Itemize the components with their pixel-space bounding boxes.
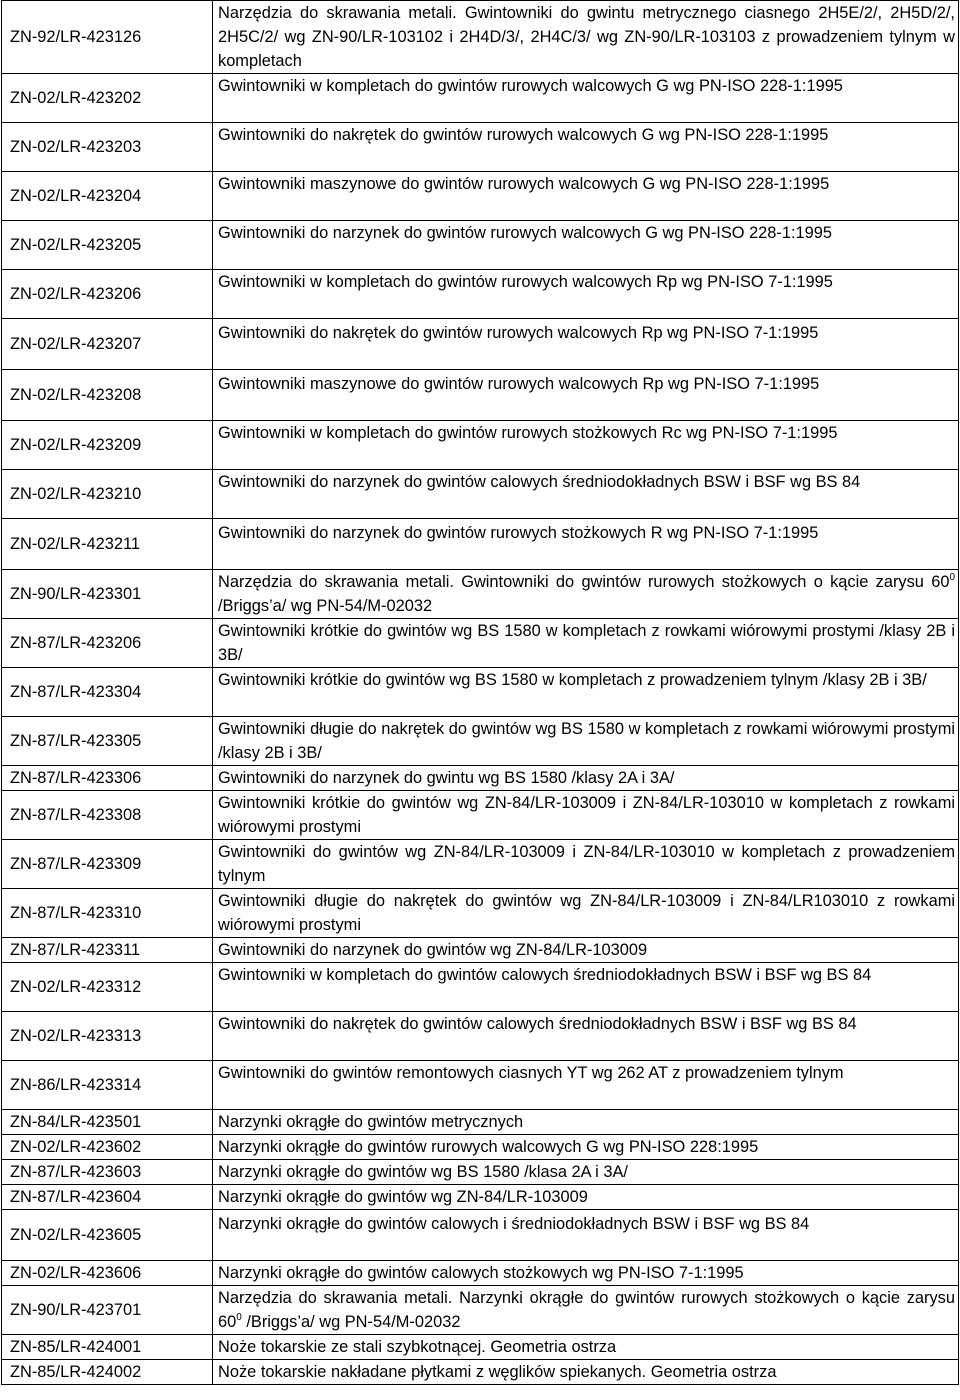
standard-description-cell [213, 172, 959, 221]
standard-code: ZN-90/LR-423701 [2, 1286, 213, 1335]
table-row [2, 791, 959, 840]
standard-code: ZN-02/LR-423606 [2, 1261, 213, 1286]
standard-description: Gwintowniki w kompletach do gwintów rurowych stożkowych Rc wg PN-ISO 7-1:1995 [218, 424, 838, 442]
table-row [2, 619, 959, 668]
standard-description: Noże tokarskie nakładane płytkami z węglików spiekanych. Geometria ostrza [218, 1363, 777, 1381]
standard-code: ZN-87/LR-423304 [2, 668, 213, 717]
standard-description-cell [213, 1110, 959, 1135]
standard-code: ZN-02/LR-423313 [2, 1012, 213, 1061]
standard-description-cell [213, 791, 959, 840]
superscript-degree: 0 [236, 1312, 242, 1323]
standard-description-cell [213, 889, 959, 938]
standard-description: Narzynki okrągłe do gwintów wg ZN-84/LR-103009 [218, 1188, 588, 1206]
standard-code: ZN-87/LR-423604 [2, 1185, 213, 1210]
table-row [2, 889, 959, 938]
standard-description-cell [213, 1135, 959, 1160]
standards-table-body [2, 1, 959, 1385]
standard-description-cell [213, 963, 959, 1012]
standard-description-cell [213, 717, 959, 766]
standard-code: ZN-87/LR-423206 [2, 619, 213, 668]
table-row [2, 421, 959, 470]
table-row [2, 74, 959, 123]
standard-description: Gwintowniki w kompletach do gwintów rurowych walcowych G wg PN-ISO 228-1:1995 [218, 77, 843, 95]
standard-description [218, 1286, 955, 1334]
standard-code: ZN-02/LR-423202 [2, 74, 213, 123]
standard-description: Narzynki okrągłe do gwintów metrycznych [218, 1113, 524, 1131]
standard-description-cell [213, 470, 959, 519]
standard-description-cell [213, 1335, 959, 1360]
standard-description: Gwintowniki do nakrętek do gwintów calowych średniodokładnych BSW i BSF wg BS 84 [218, 1015, 857, 1033]
standard-code: ZN-02/LR-423208 [2, 370, 213, 421]
standard-description: Gwintowniki krótkie do gwintów wg ZN-84/LR-103009 i ZN-84/LR-103010 w kompletach z rowkami wiórowymi prostymi [218, 794, 955, 836]
standard-description-cell [213, 938, 959, 963]
standard-code: ZN-02/LR-423205 [2, 221, 213, 270]
table-row [2, 963, 959, 1012]
standard-description-cell [213, 123, 959, 172]
standard-code: ZN-87/LR-423309 [2, 840, 213, 889]
standard-description: Gwintowniki długie do nakrętek do gwintów wg BS 1580 w kompletach z rowkami wiórowymi prostymi /klasy 2B i 3B/ [218, 720, 955, 762]
table-row [2, 1335, 959, 1360]
standard-description: Gwintowniki do gwintów remontowych ciasnych YT wg 262 AT z prowadzeniem tylnym [218, 1064, 844, 1082]
standard-description-cell [213, 1286, 959, 1335]
table-row [2, 840, 959, 889]
table-row [2, 1210, 959, 1261]
standard-code: ZN-02/LR-423211 [2, 519, 213, 570]
standard-description-cell [213, 1210, 959, 1261]
standard-code: ZN-87/LR-423308 [2, 791, 213, 840]
table-row [2, 123, 959, 172]
table-row [2, 1135, 959, 1160]
standard-description-cell [213, 668, 959, 717]
standard-description: Gwintowniki do narzynek do gwintu wg BS 1580 /klasy 2A i 3A/ [218, 769, 675, 787]
standard-code: ZN-92/LR-423126 [2, 1, 213, 74]
standard-description: Narzędzia do skrawania metali. Gwintowniki do gwintu metrycznego ciasnego 2H5E/2/, 2H5D/2/, 2H5C/2/ wg ZN-90/LR-103102 i 2H4D/3/, 2H4C/3/ wg ZN-90/LR-103103 z prowadzeniem tylnym w kompletach [218, 4, 955, 70]
standard-code: ZN-87/LR-423603 [2, 1160, 213, 1185]
standard-code: ZN-87/LR-423305 [2, 717, 213, 766]
standard-description: Gwintowniki krótkie do gwintów wg BS 1580 w kompletach z rowkami wiórowymi prostymi /klasy 2B i 3B/ [218, 622, 955, 664]
standard-description [218, 570, 955, 618]
standard-description: Gwintowniki do narzynek do gwintów rurowych stożkowych R wg PN-ISO 7-1:1995 [218, 524, 819, 542]
standard-description-cell [213, 1, 959, 74]
standard-description: Gwintowniki do nakrętek do gwintów rurowych walcowych G wg PN-ISO 228-1:1995 [218, 126, 829, 144]
superscript-degree: 0 [949, 572, 955, 583]
description-text: Narzędzia do skrawania metali. Gwintowniki do gwintów rurowych stożkowych o kącie zarysu 60 [218, 573, 950, 591]
table-row [2, 470, 959, 519]
standard-description: Narzynki okrągłe do gwintów rurowych walcowych G wg PN-ISO 228:1995 [218, 1138, 759, 1156]
standard-description: Narzynki okrągłe do gwintów calowych stożkowych wg PN-ISO 7-1:1995 [218, 1264, 744, 1282]
standard-code: ZN-02/LR-423204 [2, 172, 213, 221]
table-row [2, 1, 959, 74]
standard-code: ZN-02/LR-423210 [2, 470, 213, 519]
table-row [2, 717, 959, 766]
standard-description-cell [213, 840, 959, 889]
standard-description-cell [213, 519, 959, 570]
standard-code: ZN-86/LR-423314 [2, 1061, 213, 1110]
table-row [2, 270, 959, 319]
standard-code: ZN-87/LR-423311 [2, 938, 213, 963]
standard-description: Gwintowniki do narzynek do gwintów calowych średniodokładnych BSW i BSF wg BS 84 [218, 473, 861, 491]
standard-description-cell [213, 221, 959, 270]
standard-description-cell [213, 1012, 959, 1061]
standard-description-cell [213, 1061, 959, 1110]
description-text: Narzędzia do skrawania metali. Narzynki okrągłe do gwintów rurowych stożkowych o kącie zarysu 60 [218, 1289, 955, 1331]
table-row [2, 570, 959, 619]
table-row [2, 1261, 959, 1286]
standard-code: ZN-84/LR-423501 [2, 1110, 213, 1135]
table-row [2, 1360, 959, 1385]
standard-description: Narzynki okrągłe do gwintów calowych i średniodokładnych BSW i BSF wg BS 84 [218, 1215, 810, 1233]
table-row [2, 1185, 959, 1210]
table-row [2, 766, 959, 791]
standard-description: Gwintowniki maszynowe do gwintów rurowych walcowych Rp wg PN-ISO 7-1:1995 [218, 375, 820, 393]
standard-description-cell [213, 766, 959, 791]
table-row [2, 172, 959, 221]
table-row [2, 1012, 959, 1061]
table-row [2, 319, 959, 370]
table-row [2, 1160, 959, 1185]
table-row [2, 1110, 959, 1135]
standard-description-cell [213, 1360, 959, 1385]
standard-code: ZN-02/LR-423312 [2, 963, 213, 1012]
standard-code: ZN-02/LR-423207 [2, 319, 213, 370]
standard-description: Gwintowniki długie do nakrętek do gwintów wg ZN-84/LR-103009 i ZN-84/LR103010 z rowkami wiórowymi prostymi [218, 892, 955, 934]
standard-code: ZN-85/LR-424001 [2, 1335, 213, 1360]
standard-description: Gwintowniki maszynowe do gwintów rurowych walcowych G wg PN-ISO 228-1:1995 [218, 175, 830, 193]
table-row [2, 519, 959, 570]
standard-code: ZN-02/LR-423602 [2, 1135, 213, 1160]
standard-description: Gwintowniki do nakrętek do gwintów rurowych walcowych Rp wg PN-ISO 7-1:1995 [218, 324, 819, 342]
standard-description: Gwintowniki do narzynek do gwintów wg ZN-84/LR-103009 [218, 941, 648, 959]
standard-code: ZN-02/LR-423206 [2, 270, 213, 319]
standards-table [1, 0, 959, 1385]
standard-description: Gwintowniki do gwintów wg ZN-84/LR-103009 i ZN-84/LR-103010 w kompletach z prowadzeniem tylnym [218, 843, 955, 885]
standard-description-cell [213, 1160, 959, 1185]
standard-code: ZN-87/LR-423310 [2, 889, 213, 938]
table-row [2, 1286, 959, 1335]
standard-code: ZN-87/LR-423306 [2, 766, 213, 791]
standard-description-cell [213, 619, 959, 668]
standard-description-cell [213, 1261, 959, 1286]
standard-description-cell [213, 319, 959, 370]
standard-description: Gwintowniki w kompletach do gwintów calowych średniodokładnych BSW i BSF wg BS 84 [218, 966, 872, 984]
standard-description-cell [213, 270, 959, 319]
standard-code: ZN-02/LR-423209 [2, 421, 213, 470]
table-row [2, 668, 959, 717]
standard-description: Noże tokarskie ze stali szybkotnącej. Geometria ostrza [218, 1338, 617, 1356]
standard-description: Gwintowniki do narzynek do gwintów rurowych walcowych G wg PN-ISO 228-1:1995 [218, 224, 833, 242]
standard-description-cell [213, 1185, 959, 1210]
standard-code: ZN-02/LR-423203 [2, 123, 213, 172]
table-row [2, 938, 959, 963]
standard-code: ZN-90/LR-423301 [2, 570, 213, 619]
description-text: /Briggs’a/ wg PN-54/M-02032 [241, 1313, 461, 1331]
standard-description-cell [213, 421, 959, 470]
table-row [2, 221, 959, 270]
standard-description-cell [213, 370, 959, 421]
standard-description-cell [213, 570, 959, 619]
standard-code: ZN-02/LR-423605 [2, 1210, 213, 1261]
standard-description: Narzynki okrągłe do gwintów wg BS 1580 /klasa 2A i 3A/ [218, 1163, 628, 1181]
standard-description-cell [213, 74, 959, 123]
table-row [2, 1061, 959, 1110]
standard-description: Gwintowniki krótkie do gwintów wg BS 1580 w kompletach z prowadzeniem tylnym /klasy 2B i 3B/ [218, 671, 927, 689]
standard-description: Gwintowniki w kompletach do gwintów rurowych walcowych Rp wg PN-ISO 7-1:1995 [218, 273, 833, 291]
description-text: /Briggs’a/ wg PN-54/M-02032 [218, 597, 433, 615]
standard-code: ZN-85/LR-424002 [2, 1360, 213, 1385]
table-row [2, 370, 959, 421]
